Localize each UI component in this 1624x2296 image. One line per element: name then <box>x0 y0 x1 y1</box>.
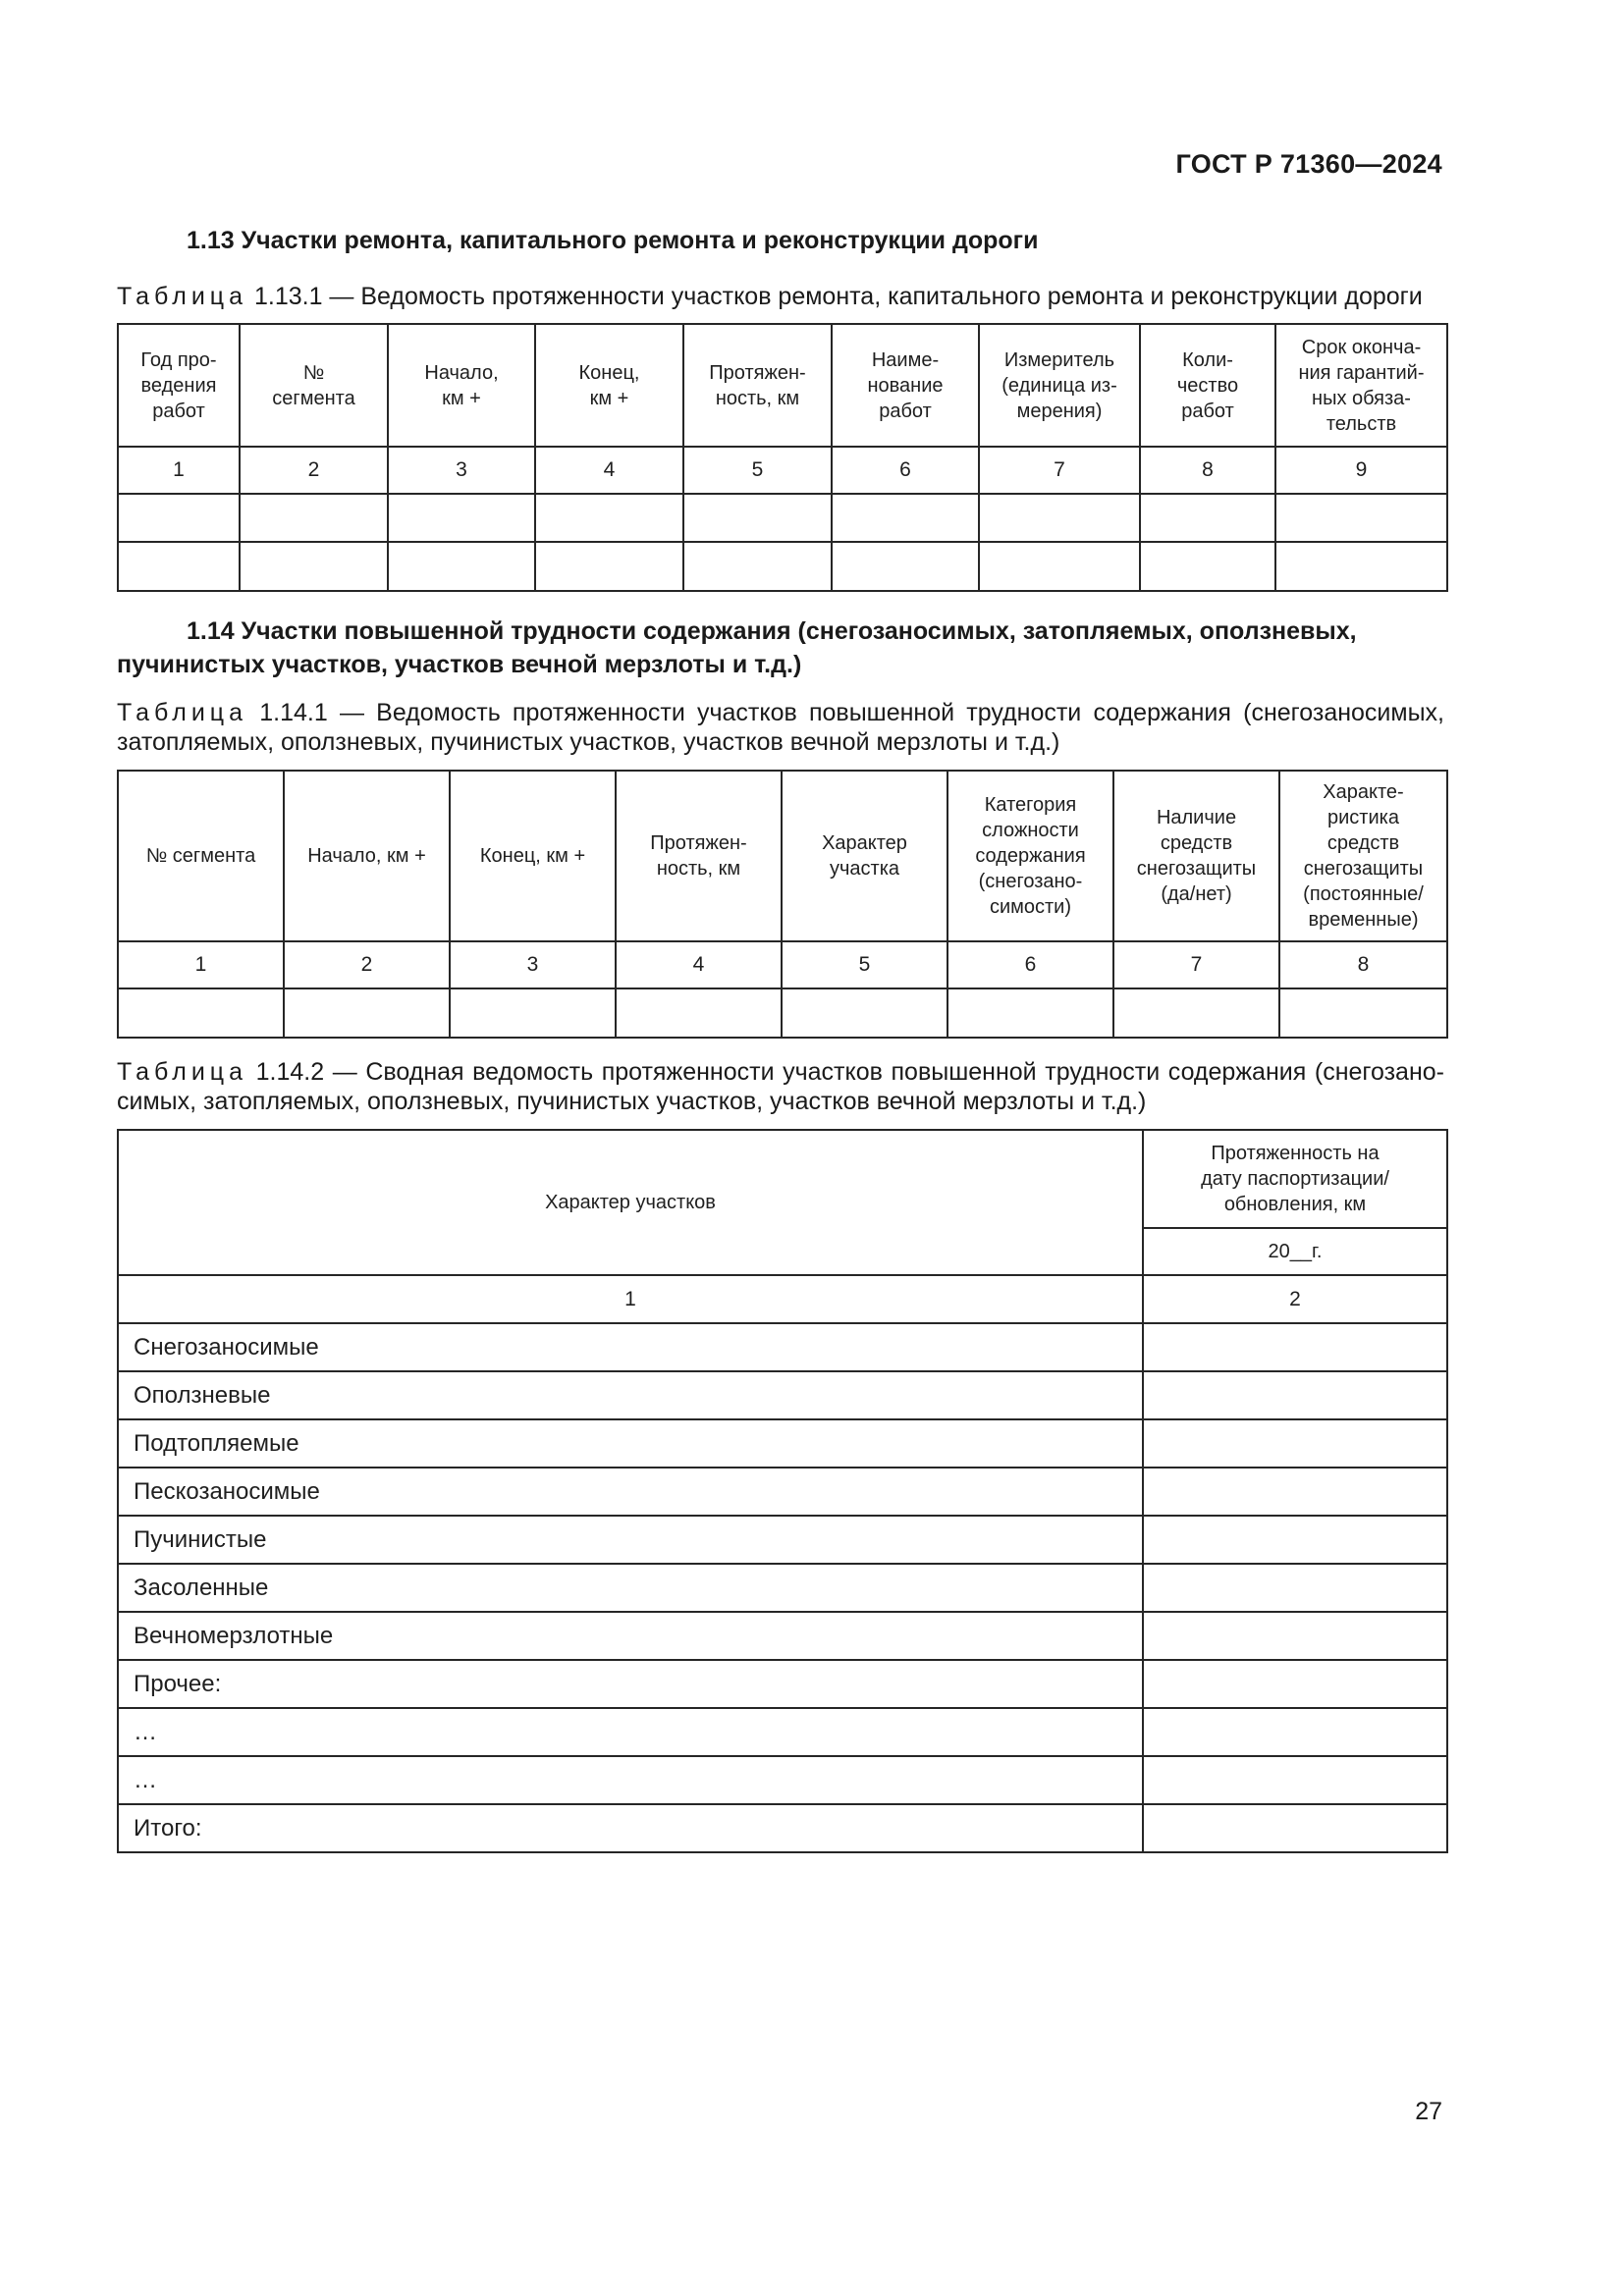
row-label-cell: Пескозаносимые <box>118 1468 1143 1516</box>
row-label-cell: Подтопляемые <box>118 1419 1143 1468</box>
column-number-cell: 7 <box>1113 941 1279 988</box>
row-label-cell: Засоленные <box>118 1564 1143 1612</box>
column-number-cell: 5 <box>683 447 832 494</box>
row-label-cell: Прочее: <box>118 1660 1143 1708</box>
empty-cell <box>616 988 782 1038</box>
empty-cell <box>832 542 979 591</box>
empty-cell <box>1140 542 1275 591</box>
empty-cell <box>388 542 535 591</box>
empty-row <box>118 494 1447 542</box>
table-row <box>118 1708 1447 1756</box>
table-row <box>118 1660 1447 1708</box>
column-number-cell: 2 <box>240 447 388 494</box>
header-cell: № сегмента <box>118 771 284 941</box>
empty-cell <box>1143 1419 1447 1468</box>
table-row <box>118 1468 1447 1516</box>
column-number-cell: 1 <box>118 941 284 988</box>
empty-cell <box>979 494 1140 542</box>
empty-cell <box>388 494 535 542</box>
header-cell: Измеритель (единица из- мерения) <box>979 324 1140 447</box>
empty-cell <box>240 542 388 591</box>
empty-row <box>118 988 1447 1038</box>
empty-cell <box>1275 494 1447 542</box>
empty-cell <box>284 988 450 1038</box>
empty-cell <box>1143 1756 1447 1804</box>
header-cell: Наличие средств снегозащиты (да/нет) <box>1113 771 1279 941</box>
page-number: 27 <box>1415 2098 1442 2125</box>
empty-row <box>118 542 1447 591</box>
section-heading-1-13: 1.13 Участки ремонта, капитального ремонта и реконструкции дороги <box>187 227 1039 254</box>
header-cell: Категория сложности содержания (снегозано- симости) <box>947 771 1113 941</box>
header-cell: № сегмента <box>240 324 388 447</box>
header-cell-length-text: Протяженность на дату паспортизации/ обновления, км <box>1201 1143 1389 1215</box>
row-label-cell: Снегозаносимые <box>118 1323 1143 1371</box>
table-caption-1-14-1 <box>117 698 1444 757</box>
empty-cell <box>1143 1708 1447 1756</box>
empty-cell <box>947 988 1113 1038</box>
header-cell: Протяжен- ность, км <box>616 771 782 941</box>
empty-cell <box>240 494 388 542</box>
document-code: ГОСТ Р 71360—2024 <box>1175 149 1442 179</box>
table-1-14-2 <box>117 1129 1448 1853</box>
table-caption-1-14-2 <box>117 1057 1444 1116</box>
table-row <box>118 1516 1447 1564</box>
empty-cell <box>683 494 832 542</box>
table-1-14-1 <box>117 770 1448 1039</box>
empty-cell <box>118 988 284 1038</box>
empty-cell <box>1143 1371 1447 1419</box>
caption-label: Таблица <box>117 283 248 310</box>
empty-cell <box>1275 542 1447 591</box>
header-cell: Коли- чество работ <box>1140 324 1275 447</box>
column-number-cell: 2 <box>284 941 450 988</box>
column-number-cell: 5 <box>782 941 947 988</box>
header-cell: Начало, км + <box>284 771 450 941</box>
column-number-cell: 2 <box>1143 1275 1447 1323</box>
header-cell-length <box>1143 1130 1447 1228</box>
caption-text: 1.14.1 — Ведомость протяженности участков повышенной трудности содержания (снегозаносимых, затопляемых, оползневых, пучинистых участков, участков вечной мерзлоты и т.д.) <box>117 699 1444 756</box>
empty-cell <box>118 494 240 542</box>
empty-cell <box>1143 1660 1447 1708</box>
empty-cell <box>979 542 1140 591</box>
empty-cell <box>1140 494 1275 542</box>
column-number-cell: 1 <box>118 1275 1143 1323</box>
table-caption-1-13-1 <box>117 282 1444 311</box>
empty-cell <box>118 542 240 591</box>
empty-cell <box>1143 1804 1447 1852</box>
caption-text: 1.13.1 — Ведомость протяженности участков ремонта, капитального ремонта и реконструкции дороги <box>247 283 1423 310</box>
header-cell-year: 20__г. <box>1143 1228 1447 1275</box>
empty-cell <box>1143 1516 1447 1564</box>
empty-cell <box>1143 1564 1447 1612</box>
header-cell: Срок оконча- ния гарантий- ных обяза- тельств <box>1275 324 1447 447</box>
column-number-row <box>118 1275 1447 1323</box>
table-row <box>118 1612 1447 1660</box>
header-cell: Характе- ристика средств снегозащиты (постоянные/ временные) <box>1279 771 1447 941</box>
caption-label: Таблица <box>117 699 248 726</box>
column-number-cell: 6 <box>832 447 979 494</box>
empty-cell <box>450 988 616 1038</box>
header-cell: Начало, км + <box>388 324 535 447</box>
table-row <box>118 1756 1447 1804</box>
empty-cell <box>1143 1323 1447 1371</box>
empty-cell <box>1143 1612 1447 1660</box>
empty-cell <box>1113 988 1279 1038</box>
header-cell: Характер участка <box>782 771 947 941</box>
row-label-cell: Итого: <box>118 1804 1143 1852</box>
column-number-cell: 1 <box>118 447 240 494</box>
row-label-cell: … <box>118 1708 1143 1756</box>
column-number-cell: 9 <box>1275 447 1447 494</box>
column-number-cell: 7 <box>979 447 1140 494</box>
header-row <box>118 324 1447 447</box>
table-row <box>118 1371 1447 1419</box>
table-row <box>118 1564 1447 1612</box>
header-cell: Год про- ведения работ <box>118 324 240 447</box>
empty-cell <box>832 494 979 542</box>
header-cell: Протяжен- ность, км <box>683 324 832 447</box>
table-row <box>118 1323 1447 1371</box>
column-number-cell: 8 <box>1140 447 1275 494</box>
row-label-cell: Пучинистые <box>118 1516 1143 1564</box>
header-cell: Наиме- нование работ <box>832 324 979 447</box>
row-label-cell: Оползневые <box>118 1371 1143 1419</box>
table-row <box>118 1804 1447 1852</box>
header-cell: Конец, км + <box>535 324 683 447</box>
column-number-cell: 3 <box>450 941 616 988</box>
table-1-13-1 <box>117 323 1448 592</box>
empty-cell <box>1143 1468 1447 1516</box>
header-row <box>118 1130 1447 1228</box>
header-row <box>118 771 1447 941</box>
caption-label: Таблица <box>117 1058 248 1086</box>
column-number-cell: 8 <box>1279 941 1447 988</box>
column-number-cell: 6 <box>947 941 1113 988</box>
column-number-row <box>118 941 1447 988</box>
section-heading-1-14: 1.14 Участки повышенной трудности содержания (снегозаносимых, затопляемых, оползневых, пучинистых участков, участков вечной мерзлоты и т.д.) <box>117 617 1357 678</box>
table-row <box>118 1419 1447 1468</box>
caption-text: 1.14.2 — Сводная ведомость протяженности участков повышенной трудности содержания (снегозано-симых, затопляемых, оползневых, пучинистых участков, участков вечной мерзлоты и т.д.) <box>117 1058 1444 1115</box>
column-number-cell: 4 <box>535 447 683 494</box>
row-label-cell: … <box>118 1756 1143 1804</box>
empty-cell <box>535 494 683 542</box>
empty-cell <box>535 542 683 591</box>
column-number-cell: 3 <box>388 447 535 494</box>
header-cell: Конец, км + <box>450 771 616 941</box>
row-label-cell: Вечномерзлотные <box>118 1612 1143 1660</box>
column-number-cell: 4 <box>616 941 782 988</box>
empty-cell <box>782 988 947 1038</box>
empty-cell <box>1279 988 1447 1038</box>
header-cell-characteristics: Характер участков <box>118 1130 1143 1275</box>
empty-cell <box>683 542 832 591</box>
column-number-row <box>118 447 1447 494</box>
